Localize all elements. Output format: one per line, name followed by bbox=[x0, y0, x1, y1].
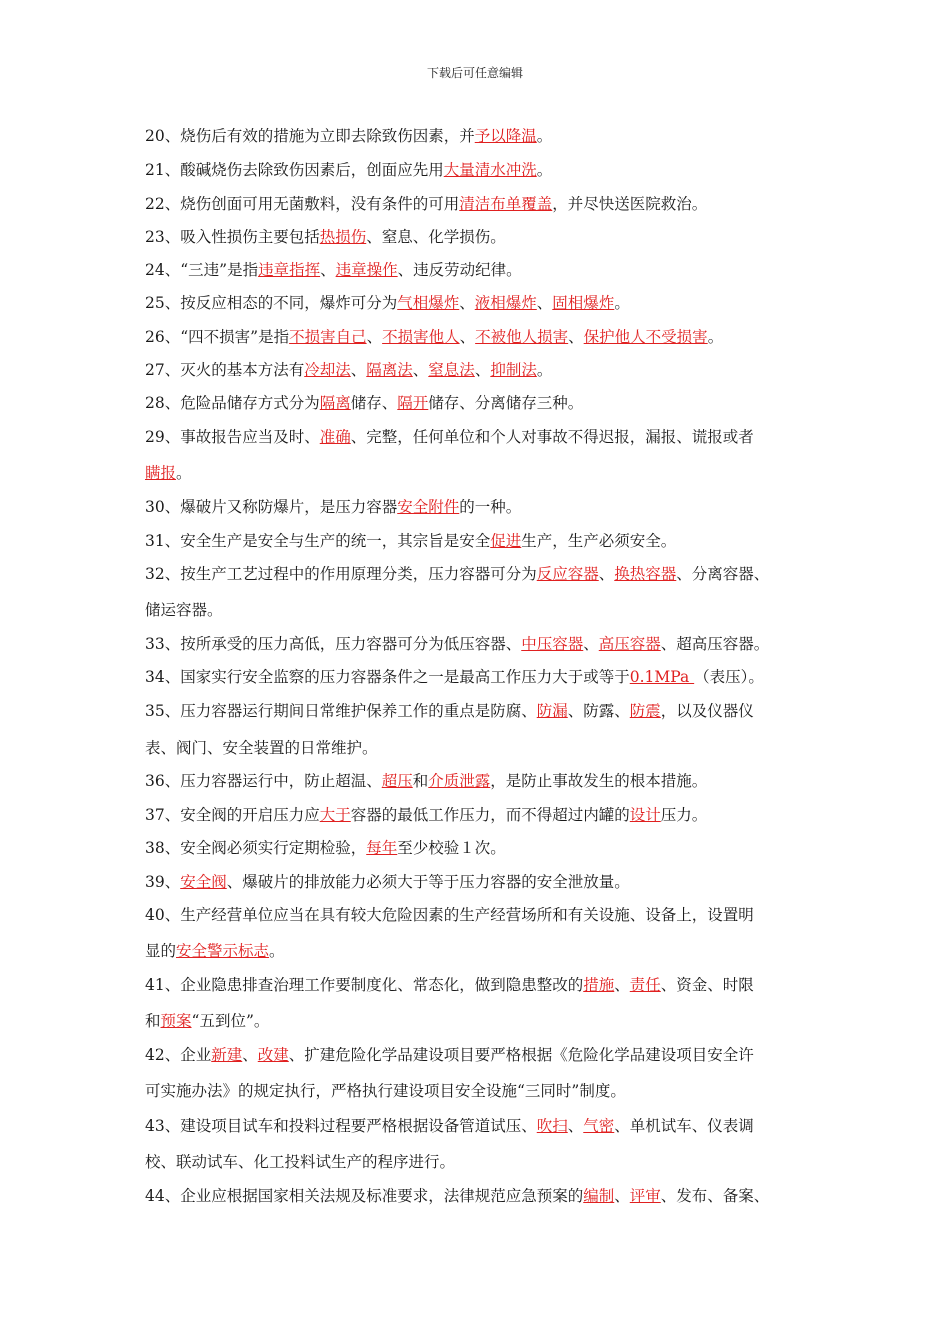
answer-text: 超压 bbox=[381, 772, 413, 790]
question-text: 、 bbox=[412, 361, 429, 379]
question-text: 25、按反应相态的不同，爆炸可分为 bbox=[145, 294, 398, 312]
document-line bbox=[145, 461, 192, 485]
question-text: 。 bbox=[536, 127, 553, 145]
question-text: 29、事故报告应当及时、 bbox=[145, 428, 320, 446]
document-line bbox=[145, 598, 223, 622]
answer-text: 隔离法 bbox=[366, 361, 413, 379]
answer-text: 新建 bbox=[211, 1046, 243, 1064]
answer-text: 每年 bbox=[366, 839, 398, 857]
answer-text: 隔离 bbox=[319, 394, 351, 412]
document-line bbox=[145, 124, 552, 148]
document-line bbox=[145, 870, 630, 894]
question-text: 20、烧伤后有效的措施为立即去除致伤因素，并 bbox=[145, 127, 475, 145]
answer-text: 安全附件 bbox=[397, 498, 460, 516]
question-text: 至少校验１次。 bbox=[397, 839, 506, 857]
question-text: 41、企业隐患排查治理工作要制度化、常态化，做到隐患整改的 bbox=[145, 976, 584, 994]
answer-text: 隔开 bbox=[397, 394, 429, 412]
answer-text: 热损伤 bbox=[319, 228, 367, 246]
question-text: 27、灭火的基本方法有 bbox=[145, 361, 305, 379]
question-text: “五到位”。 bbox=[191, 1012, 270, 1030]
question-text: 37、安全阀的开启压力应 bbox=[145, 806, 320, 824]
answer-text: 编制 bbox=[583, 1187, 615, 1205]
question-text: 储存、 bbox=[350, 394, 398, 412]
answer-text: 气相爆炸 bbox=[397, 294, 460, 312]
question-text: 、 bbox=[536, 294, 553, 312]
answer-text: 高压容器 bbox=[598, 635, 661, 653]
question-text: 压力。 bbox=[660, 806, 708, 824]
question-text: 38、安全阀必须实行定期检验， bbox=[145, 839, 367, 857]
question-text: 28、危险品储存方式分为 bbox=[145, 394, 320, 412]
question-text: 33、按所承受的压力高低，压力容器可分为低压容器、 bbox=[145, 635, 522, 653]
answer-text: 不损害他人 bbox=[382, 328, 460, 346]
answer-text: 瞒报 bbox=[145, 464, 177, 482]
answer-text: 抑制法 bbox=[490, 361, 537, 379]
question-text: 、 bbox=[366, 328, 383, 346]
question-text: 34、国家实行安全监察的压力容器条件之一是最高工作压力大于或等于 bbox=[145, 668, 630, 686]
answer-text: 保护他人不受损害 bbox=[583, 328, 708, 346]
answer-text: 不被他人损害 bbox=[475, 328, 569, 346]
document-line bbox=[145, 529, 676, 553]
question-text: 显的 bbox=[145, 942, 177, 960]
question-text: 36、压力容器运行中，防止超温、 bbox=[145, 772, 382, 790]
answer-text: 责任 bbox=[629, 976, 661, 994]
question-text: 。 bbox=[269, 942, 285, 960]
answer-text: 反应容器 bbox=[536, 565, 599, 583]
question-text: 、 bbox=[567, 1117, 584, 1135]
answer-text: 措施 bbox=[583, 976, 615, 994]
document-line bbox=[145, 1009, 269, 1033]
question-text: 22、烧伤创面可用无菌敷料，没有条件的可用 bbox=[145, 195, 460, 213]
document-line bbox=[145, 1114, 754, 1138]
answer-text: 评审 bbox=[629, 1187, 661, 1205]
question-text: 30、爆破片又称防爆片，是压力容器 bbox=[145, 498, 398, 516]
question-text: 32、按生产工艺过程中的作用原理分类，压力容器可分为 bbox=[145, 565, 537, 583]
document-line bbox=[145, 1150, 455, 1174]
answer-text: 清洁布单覆盖 bbox=[459, 195, 553, 213]
document-line bbox=[145, 225, 506, 249]
question-text: 24、“三违”是指 bbox=[145, 261, 259, 279]
answer-text: 预案 bbox=[160, 1012, 192, 1030]
answer-text: 设计 bbox=[629, 806, 661, 824]
document-line bbox=[145, 325, 723, 349]
document-line bbox=[145, 665, 764, 689]
answer-text: 不损害自己 bbox=[289, 328, 367, 346]
question-text: 、分离容器、 bbox=[676, 565, 770, 583]
question-text: 校、联动试车、化工投料试生产的程序进行。 bbox=[145, 1153, 456, 1171]
question-text: ，并尽快送医院救治。 bbox=[552, 195, 708, 213]
answer-text: 中压容器 bbox=[521, 635, 584, 653]
question-text: 。 bbox=[176, 464, 192, 482]
answer-text: 固相爆炸 bbox=[552, 294, 615, 312]
question-text: 。 bbox=[614, 294, 630, 312]
answer-text: 安全阀 bbox=[180, 873, 227, 891]
answer-text: 窒息法 bbox=[428, 361, 475, 379]
answer-text: 大于 bbox=[319, 806, 351, 824]
question-text: ，是防止事故发生的根本措施。 bbox=[490, 772, 708, 790]
question-text: 、 bbox=[598, 565, 615, 583]
document-line bbox=[145, 358, 552, 382]
question-text: 。 bbox=[536, 161, 553, 179]
question-text: 的一种。 bbox=[459, 498, 522, 516]
question-text: 、单机试车、仪表调 bbox=[614, 1117, 754, 1135]
question-text: 、 bbox=[459, 328, 476, 346]
question-text: 储运容器。 bbox=[145, 601, 223, 619]
question-text: 、 bbox=[350, 361, 367, 379]
question-text: 、 bbox=[242, 1046, 258, 1064]
answer-text: 违章操作 bbox=[335, 261, 398, 279]
question-text: 39、 bbox=[145, 873, 181, 891]
question-text: 、资金、时限 bbox=[660, 976, 754, 994]
page-header: 下载后可任意编辑 bbox=[426, 66, 523, 80]
question-text: 、 bbox=[568, 328, 584, 346]
document-line bbox=[145, 803, 707, 827]
question-text: 、 bbox=[320, 261, 336, 279]
document-line bbox=[145, 562, 769, 586]
question-text: 和 bbox=[145, 1012, 161, 1030]
question-text: 、扩建危险化学品建设项目要严格根据《危险化学品建设项目安全许 bbox=[288, 1046, 754, 1064]
document-line bbox=[145, 632, 769, 656]
document-line bbox=[145, 836, 506, 860]
answer-text: 大量清水冲洗 bbox=[443, 161, 537, 179]
question-text: 、完整，任何单位和个人对事故不得迟报，漏报、谎报或者 bbox=[350, 428, 754, 446]
question-text: 、违反劳动纪律。 bbox=[397, 261, 522, 279]
question-text: 、 bbox=[614, 976, 630, 994]
question-text: 23、吸入性损伤主要包括 bbox=[145, 228, 320, 246]
document-line bbox=[145, 391, 583, 415]
answer-text: 防漏 bbox=[536, 702, 568, 720]
document-line bbox=[145, 736, 378, 760]
question-text: 35、压力容器运行期间日常维护保养工作的重点是防腐、 bbox=[145, 702, 537, 720]
answer-text: 安全警示标志 bbox=[176, 942, 270, 960]
question-text: （表压）。 bbox=[694, 668, 764, 686]
document-line bbox=[145, 939, 285, 963]
answer-text: 气密 bbox=[583, 1117, 615, 1135]
question-text: 、爆破片的排放能力必须大于等于压力容器的安全泄放量。 bbox=[226, 873, 630, 891]
question-text: 、 bbox=[474, 361, 491, 379]
answer-text: 准确 bbox=[319, 428, 351, 446]
question-text: 。 bbox=[536, 361, 553, 379]
answer-text: 违章指挥 bbox=[258, 261, 321, 279]
document-line bbox=[145, 192, 707, 216]
question-text: 、 bbox=[614, 1187, 630, 1205]
answer-text: 予以降温 bbox=[474, 127, 537, 145]
answer-text: 防震 bbox=[629, 702, 661, 720]
question-text: 表、阀门、安全装置的日常维护。 bbox=[145, 739, 378, 757]
question-text: 26、“四不损害”是指 bbox=[145, 328, 290, 346]
question-text: 、 bbox=[583, 635, 599, 653]
answer-text: 冷却法 bbox=[304, 361, 351, 379]
document-line bbox=[145, 258, 522, 282]
question-text: ，以及仪器仪 bbox=[660, 702, 754, 720]
answer-text: 换热容器 bbox=[614, 565, 677, 583]
document-line bbox=[145, 903, 754, 927]
document-line bbox=[145, 973, 754, 997]
answer-text: 促进 bbox=[490, 532, 522, 550]
document-line bbox=[145, 425, 754, 449]
question-text: 和 bbox=[412, 772, 429, 790]
answer-text: 液相爆炸 bbox=[474, 294, 537, 312]
question-text: 43、建设项目试车和投料过程要严格根据设备管道试压、 bbox=[145, 1117, 537, 1135]
answer-text: 吹扫 bbox=[536, 1117, 568, 1135]
question-text: 、发布、备案、 bbox=[660, 1187, 770, 1205]
question-text: 、防露、 bbox=[567, 702, 630, 720]
question-text: 、 bbox=[459, 294, 475, 312]
document-line bbox=[145, 1043, 754, 1067]
question-text: 生产，生产必须安全。 bbox=[521, 532, 677, 550]
question-text: 、超高压容器。 bbox=[660, 635, 770, 653]
question-text: 。 bbox=[707, 328, 724, 346]
document-line bbox=[145, 1079, 626, 1103]
answer-text: 改建 bbox=[257, 1046, 289, 1064]
document-line bbox=[145, 495, 521, 519]
question-text: 可实施办法》的规定执行，严格执行建设项目安全设施“三同时”制度。 bbox=[145, 1082, 626, 1100]
document-line bbox=[145, 158, 552, 182]
question-text: 、窒息、化学损伤。 bbox=[366, 228, 506, 246]
answer-text: 0.1MPa bbox=[629, 668, 695, 686]
question-text: 储存、分离储存三种。 bbox=[428, 394, 584, 412]
question-text: 40、生产经营单位应当在具有较大危险因素的生产经营场所和有关设施、设备上，设置明 bbox=[145, 906, 754, 924]
document-line bbox=[145, 699, 754, 723]
question-text: 容器的最低工作压力，而不得超过内罐的 bbox=[350, 806, 630, 824]
question-text: 44、企业应根据国家相关法规及标准要求，法律规范应急预案的 bbox=[145, 1187, 584, 1205]
question-text: 31、安全生产是安全与生产的统一，其宗旨是安全 bbox=[145, 532, 491, 550]
answer-text: 介质泄露 bbox=[428, 772, 491, 790]
document-line bbox=[145, 769, 707, 793]
question-text: 42、企业 bbox=[145, 1046, 212, 1064]
question-text: 21、酸碱烧伤去除致伤因素后，创面应先用 bbox=[145, 161, 444, 179]
document-line bbox=[145, 291, 630, 315]
document-line bbox=[145, 1184, 769, 1208]
